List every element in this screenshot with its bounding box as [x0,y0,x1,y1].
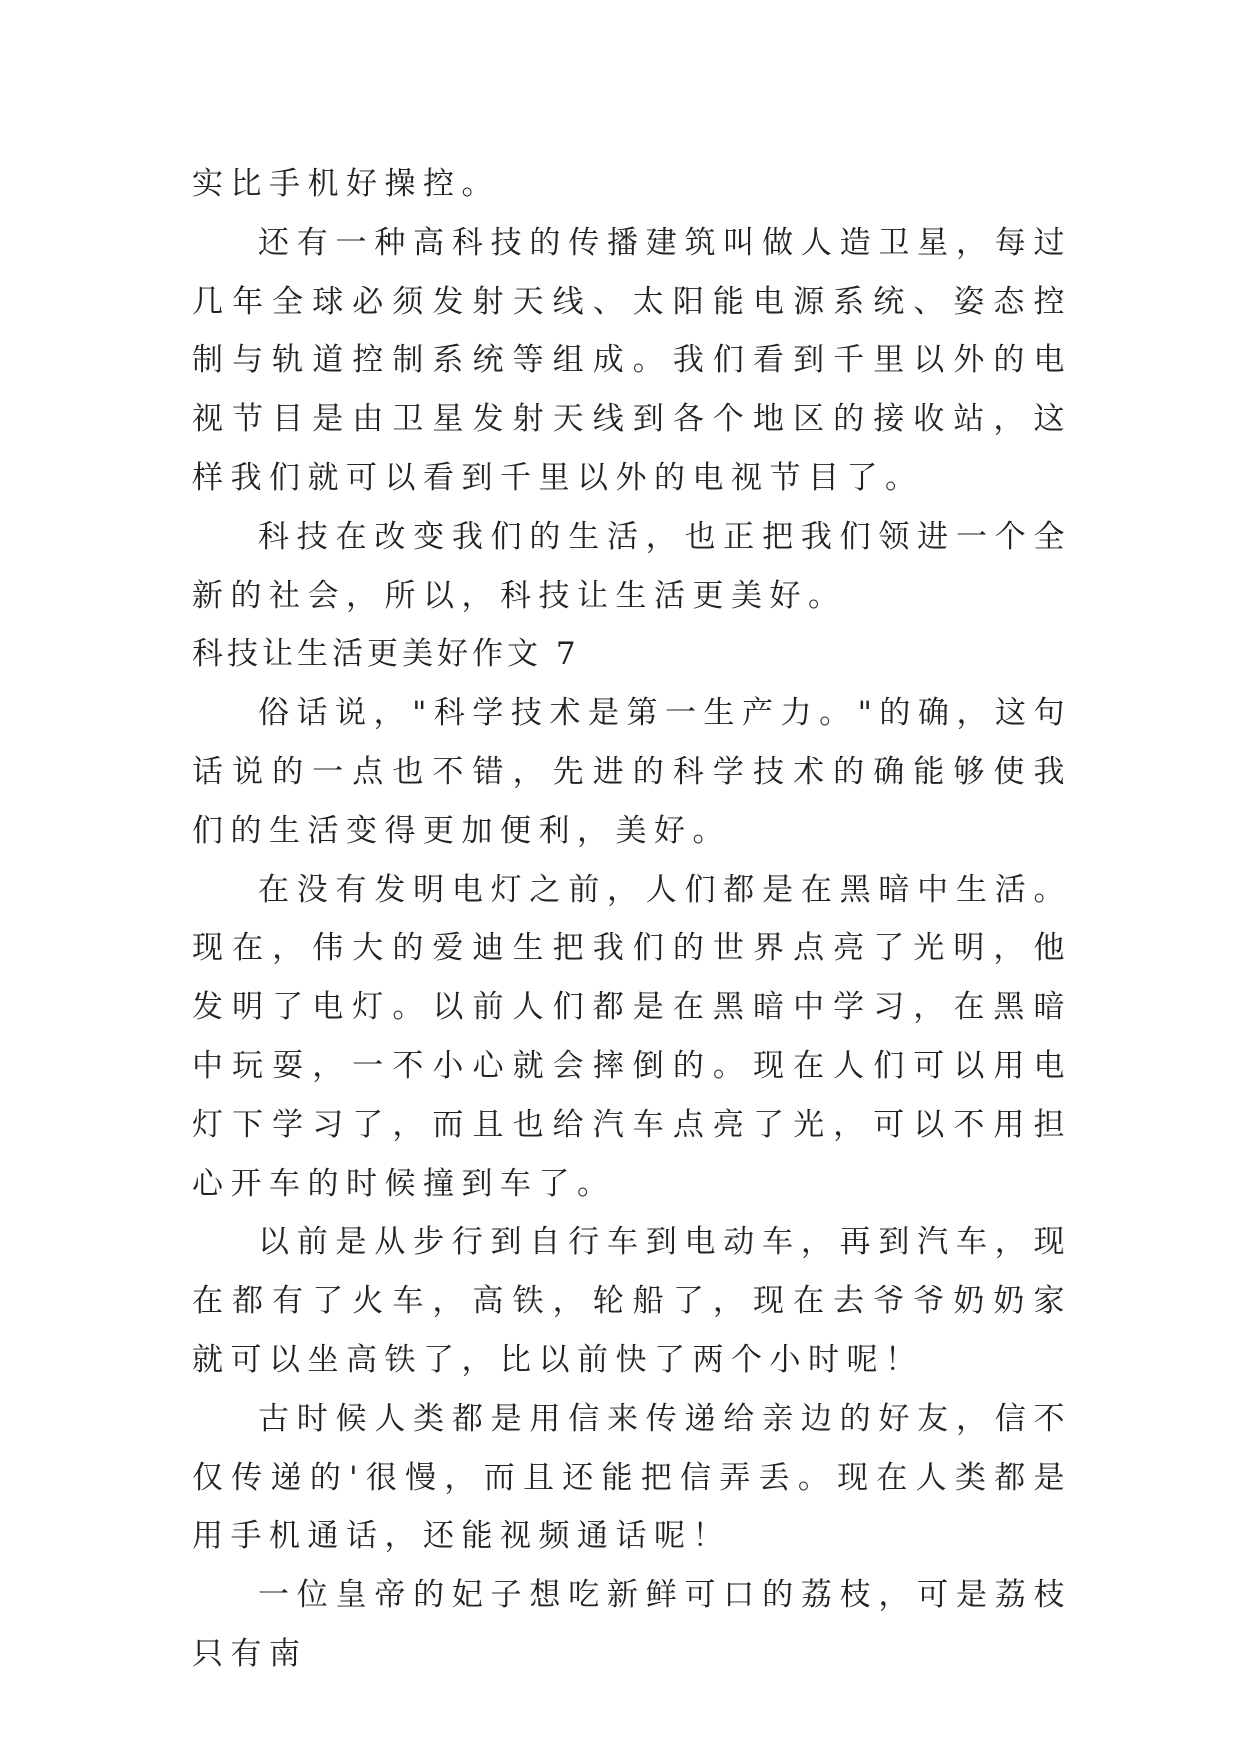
paragraph-continued: 实比手机好操控。 [192,166,500,202]
paragraph-lychee: 一位皇帝的妃子想吃新鲜可口的荔枝，可是荔枝只有南 [192,1577,1072,1672]
document-body [192,155,1072,1684]
paragraph-transport: 以前是从步行到自行车到电动车，再到汽车，现在都有了火车，高铁，轮船了，现在去爷爷奶奶家就可以坐高铁了，比以前快了两个小时呢！ [192,1224,1072,1378]
paragraph-conclusion: 科技在改变我们的生活，也正把我们领进一个全新的社会，所以，科技让生活更美好。 [192,518,1072,614]
essay-heading: 科技让生活更美好作文 7 [192,636,580,673]
paragraph-satellite: 还有一种高科技的传播建筑叫做人造卫星，每过几年全球必须发射天线、太阳能电源系统、姿态控制与轨道控制系统等组成。我们看到千里以外的电视节目是由卫星发射天线到各个地区的接收站，这样我们就可以看到千里以外的电视节目了。 [192,224,1072,496]
paragraph-communication: 古时候人类都是用信来传递给亲边的好友，信不仅传递的'很慢，而且还能把信弄丢。现在人类都是用手机通话，还能视频通话呢！ [192,1400,1072,1555]
paragraph-electric-light: 在没有发明电灯之前，人们都是在黑暗中生活。现在，伟大的爱迪生把我们的世界点亮了光明，他发明了电灯。以前人们都是在黑暗中学习，在黑暗中玩耍，一不小心就会摔倒的。现在人们可以用电灯下学习了，而且也给汽车点亮了光，可以不用担心开车的时候撞到车了。 [192,871,1072,1202]
paragraph-proverb: 俗话说，"科学技术是第一生产力。"的确，这句话说的一点也不错，先进的科学技术的确能够使我们的生活变得更加便利，美好。 [192,695,1072,849]
